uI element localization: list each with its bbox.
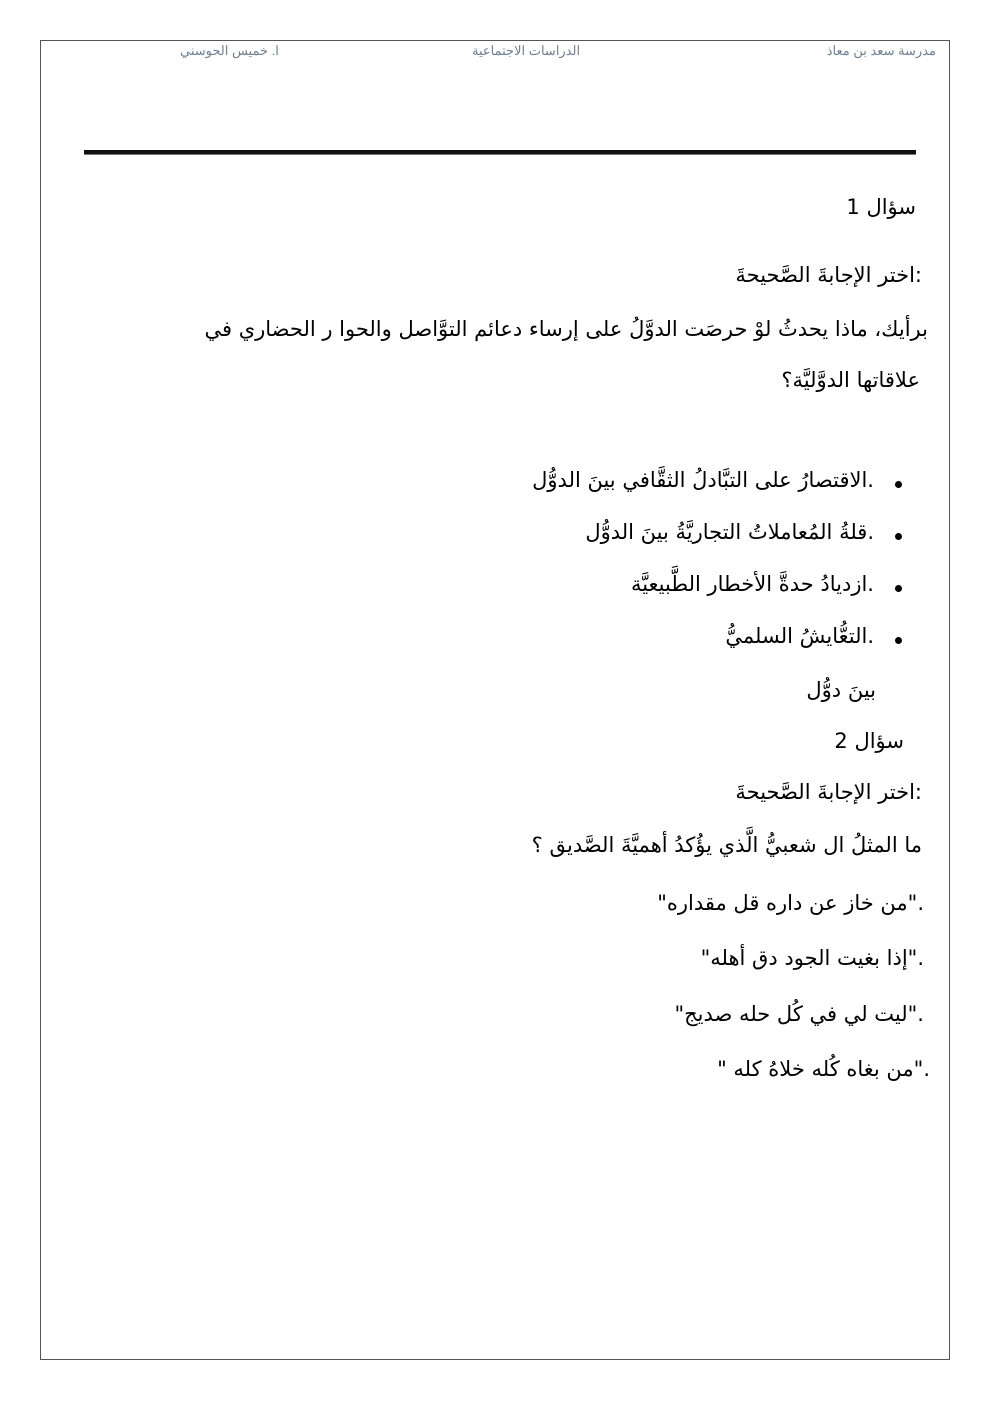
- q2-instruction: :اختر الإجابةَ الصَّحيحةَ: [735, 780, 922, 804]
- q1-option-3-bullet: [895, 585, 902, 592]
- q2-option-1: ."من خاز عن داره قل مقداره": [657, 891, 924, 915]
- header-school-name: مدرسة سعد بن معاذ: [826, 43, 936, 58]
- q2-option-2: ."إذا بغيت الجود دق أهله": [700, 946, 924, 970]
- q1-option-1: .الاقتصارُ على التبَّادلُ الثقَّافي بينَ الدوُّل: [532, 468, 874, 492]
- q1-question-line1: برأيك، ماذا يحدثُ لوْ حرصَت الدوَّلُ على إرساء دعائم التوَّاصل والحوا ر الحضاري في: [204, 317, 928, 341]
- q2-option-4: ."من بغاه كُله خلاهُ كله ": [717, 1057, 930, 1081]
- q1-option-1-bullet: [895, 481, 902, 488]
- q1-instruction: :اختر الإجابةَ الصَّحيحةَ: [735, 263, 922, 287]
- q2-title: سؤال 2: [834, 729, 904, 753]
- q1-option-4-bullet: [895, 637, 902, 644]
- q1-question-line2: علاقاتها الدوَّليَّة؟: [781, 368, 920, 392]
- header-subject: الدراسات الاجتماعية: [472, 43, 581, 58]
- q2-question: ما المثلُ ال شعبيُّ الَّذي يؤُكدُ أهميَّةَ الصَّديق ؟: [531, 833, 922, 857]
- header-teacher-name: ا. خميس الحوسني: [180, 43, 279, 58]
- q1-option-2: .قلةُ المُعاملاتُ التجاريَّةُ بينَ الدوُّل: [585, 520, 874, 544]
- q1-option-2-bullet: [895, 533, 902, 540]
- q1-title: سؤال 1: [846, 195, 916, 219]
- q1-option-4: .التعُّايشُ السلميُّ: [725, 624, 874, 648]
- header-divider: [84, 150, 916, 155]
- q1-option-4-continuation: بينَ دوُّل: [806, 678, 876, 702]
- q2-option-3: ."ليت لي في كُل حله صديج": [674, 1002, 924, 1026]
- q1-option-3: .ازديادُ حدةَّ الأخطار الطَّبيعيَّة: [630, 572, 874, 596]
